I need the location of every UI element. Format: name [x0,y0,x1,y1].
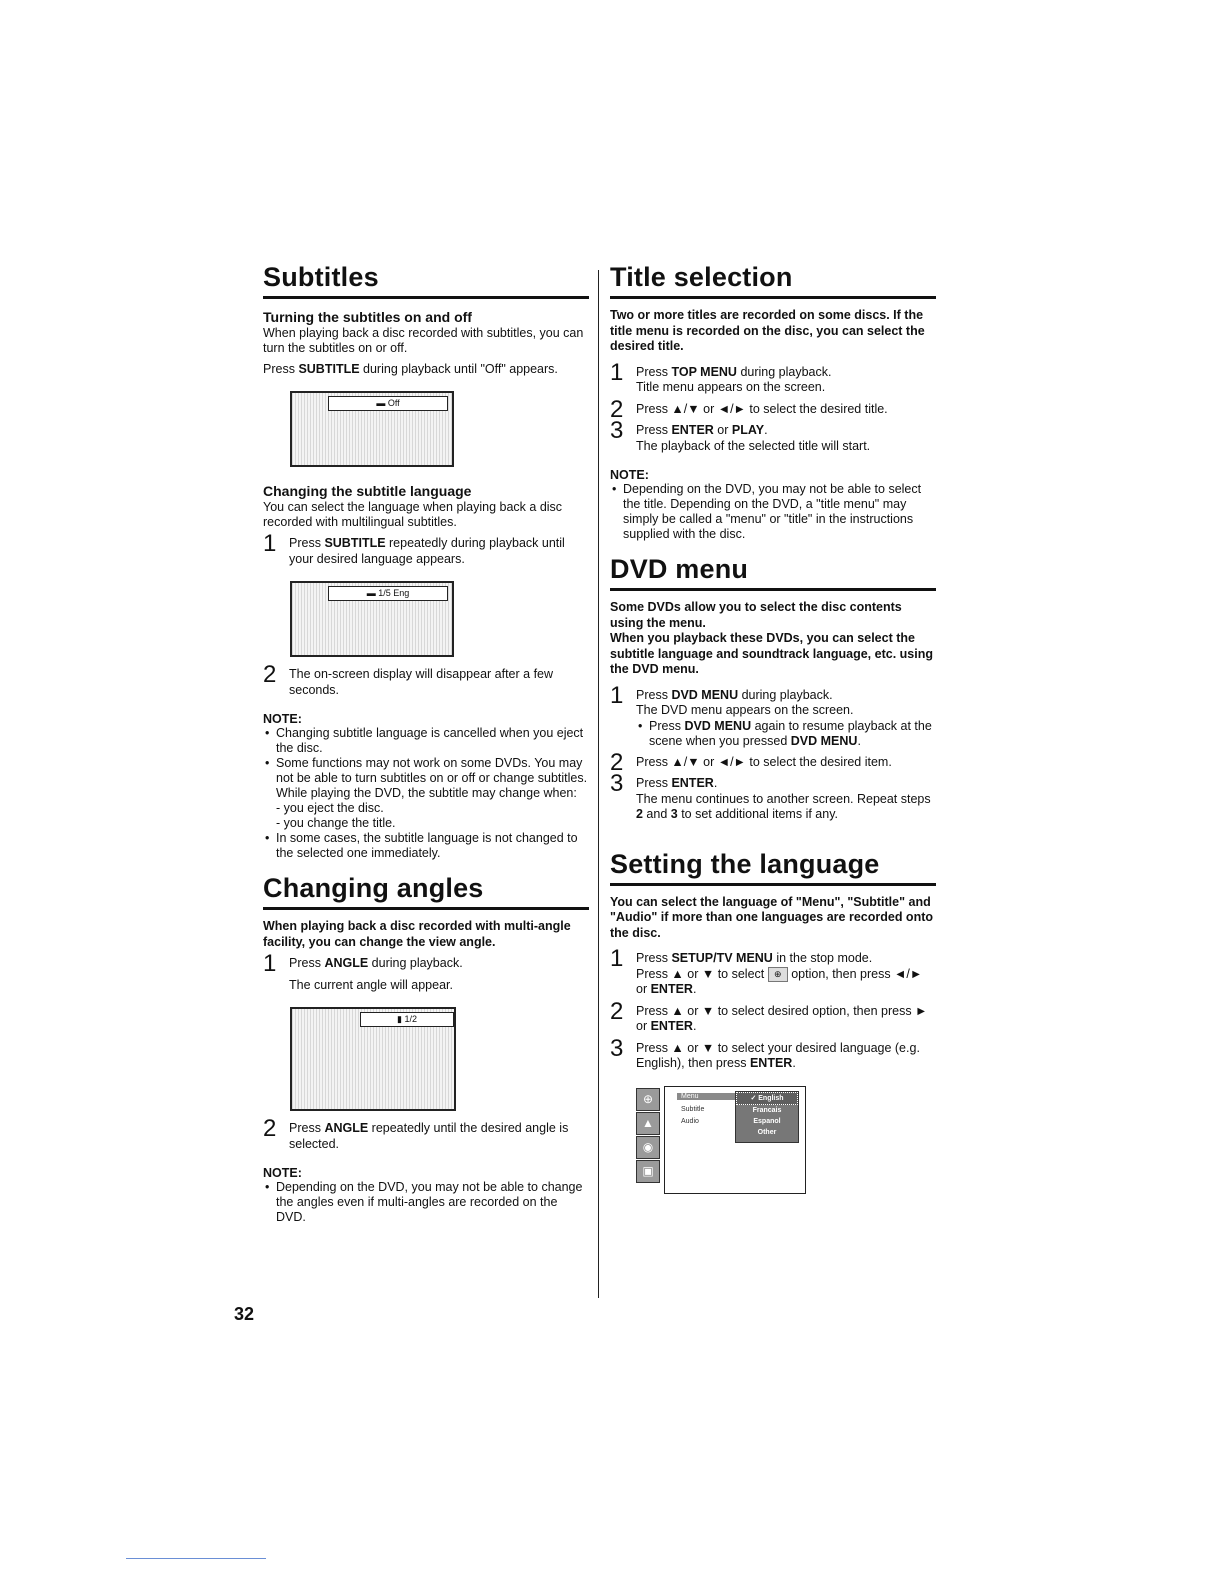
angles-intro: When playing back a disc recorded with multi-angle facility, you can change the view angle. [263,919,571,949]
right-column [610,262,936,1194]
page-number: 32 [234,1304,255,1324]
title-notes [610,482,936,542]
angles-notes [263,1180,589,1225]
picture-icon: ▲ [636,1112,660,1135]
note-item: • In some cases, the subtitle language is not changed to the selected one immediately. [276,831,589,861]
lang-option: Other [757,1128,777,1136]
note-item: • Depending on the DVD, you may not be able to change the angles even if multi-angles are recorded on the DVD. [276,1180,589,1225]
subtitles-press-line: Press SUBTITLE during playback until "Off" appears. [263,362,558,376]
dvd-step-3: 3 Press ENTER. The menu continues to another screen. Repeat steps 2 and 3 to set additional items if any. [610,770,931,821]
footer-rule [126,1558,266,1559]
lang-option: ✓ English [736,1092,798,1105]
language-step-1: 1 Press SETUP/TV MENU in the stop mode. Press ▲ or ▼ to select ⊕ option, then press ◄/► or ENTER. [610,945,923,996]
menu-option-audio: Audio [681,1117,699,1125]
language-menu-figure [636,1086,806,1194]
dvd-step-1-bullets [636,719,936,749]
title-selection-heading: Title selection [610,262,936,299]
osd-angle-screen [290,1007,456,1111]
subtitles-note-heading: NOTE: [263,712,302,726]
note-item: • Changing subtitle language is cancelled when you eject the disc. [276,726,589,756]
dvd-step-2: 2 Press ▲/▼ or ◄/► to select the desired item. [610,748,892,776]
title-note-heading: NOTE: [610,468,649,482]
subtitles-step-2: 2 The on-screen display will disappear after a few seconds. [263,661,554,697]
angles-note-heading: NOTE: [263,1166,302,1180]
language-step-2: 2 Press ▲ or ▼ to select desired option, then press ► or ENTER. [610,997,928,1033]
subtitles-change-title: Changing the subtitle language [263,483,472,499]
language-menu-box [664,1086,806,1194]
osd-lang-screen [290,581,454,657]
osd-angle-bar: ▮ 1/2 [360,1012,454,1027]
language-heading: Setting the language [610,849,936,886]
column-divider [598,270,599,1298]
language-options-list [735,1091,799,1143]
title-step-1: 1 Press TOP MENU during playback. Title menu appears on the screen. [610,358,832,394]
angles-step-2: 2 Press ANGLE repeatedly until the desired angle is selected. [263,1115,569,1151]
subtitles-notes [263,726,589,861]
menu-option-menu: Menu [677,1093,735,1100]
angles-step-1: 1 Press ANGLE during playback. The current angle will appear. [263,950,463,992]
dvd-menu-heading: DVD menu [610,554,936,591]
title-selection-intro: Two or more titles are recorded on some discs. If the title menu is recorded on the disc, you can select the desired title. [610,308,925,353]
osd-off-screen [290,391,454,467]
title-step-3: 3 Press ENTER or PLAY. The playback of the selected title will start. [610,417,871,453]
language-intro: You can select the language of "Menu", "Subtitle" and "Audio" if more than one languages are recorded onto the disc. [610,894,934,940]
speaker-icon: ◉ [636,1136,660,1159]
left-column [263,262,589,1225]
language-step-3: 3 Press ▲ or ▼ to select your desired language (e.g. English), then press ENTER. [610,1034,920,1070]
osd-off-bar: ▬ Off [328,396,448,411]
subtitle-icon: ▬ [376,398,388,408]
angles-heading: Changing angles [263,873,589,910]
subtitles-heading: Subtitles [263,262,589,299]
osd-lang-bar: ▬ 1/5 Eng [328,586,448,601]
lang-option: Francais [752,1106,782,1114]
subtitles-step-1: 1 Press SUBTITLE repeatedly during playback until your desired language appears. [263,530,565,566]
note-item: • Some functions may not work on some DVDs. You may not be able to turn subtitles on or off or change subtitles. While playing the DVD, the subtitle may change when: - you eject the disc. - you change the title. [276,756,589,831]
subtitles-onoff-desc: When playing back a disc recorded with subtitles, you can turn the subtitles on or off. [263,326,584,355]
subtitles-change-desc: You can select the language when playing back a disc recorded with multilingual subtitles. [263,500,563,529]
dvd-step-1: 1 Press DVD MENU during playback. The DVD menu appears on the screen. • Press DVD MENU again to resume playback at the scene when you pressed DVD MENU. [610,688,936,749]
dvd-menu-intro-2: When you playback these DVDs, you can select the subtitle language and soundtrack language, etc. using the DVD menu. [610,631,933,676]
subtitles-onoff-title: Turning the subtitles on and off [263,309,472,325]
language-globe-icon: ⊕ [768,967,788,982]
globe-icon: ⊕ [636,1088,660,1111]
lang-option: Espanol [753,1117,781,1125]
angle-icon: ▮ [397,1014,405,1024]
note-item: • Press DVD MENU again to resume playback at the scene when you pressed DVD MENU. [649,719,936,749]
note-item: • Depending on the DVD, you may not be able to select the title. Depending on the DVD, a "title menu" may simply be called a "menu" or "title" in the instructions supplied with the disc. [623,482,936,542]
menu-option-subtitle: Subtitle [681,1105,705,1113]
subtitle-icon: ▬ [366,588,379,598]
title-step-2: 2 Press ▲/▼ or ◄/► to select the desired title. [610,395,888,423]
lock-icon: ▣ [636,1160,660,1183]
dvd-menu-intro-1: Some DVDs allow you to select the disc contents using the menu. [610,600,902,630]
